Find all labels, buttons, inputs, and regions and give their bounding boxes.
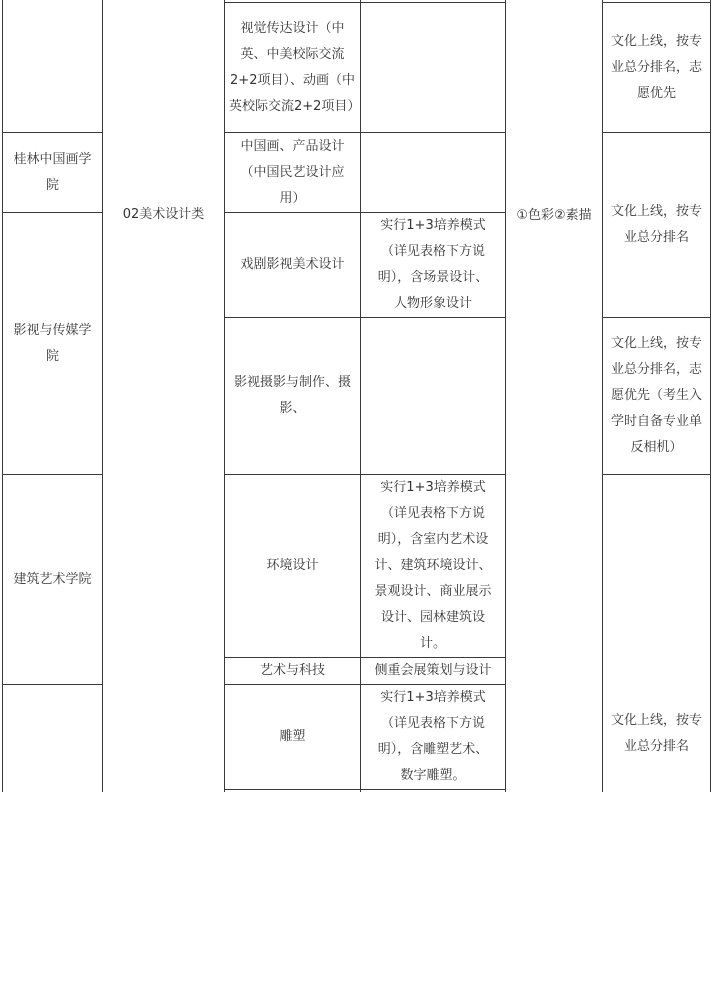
note-cell-drama — [361, 213, 505, 317]
admission-rule: 文化上线，按专业总分排名 — [610, 712, 702, 754]
major-cell-environment — [225, 475, 360, 657]
major-note: 实行1+3培养模式（详见表格下方说明），含雕塑艺术、数字雕塑。 — [377, 690, 489, 783]
major-note: 实行1+3培养模式（详见表格下方说明），含场景设计、人物形象设计 — [377, 218, 489, 311]
admission-cell-visual — [603, 3, 710, 132]
admission-rule: 文化上线，按专业总分排名，志愿优先 — [610, 33, 702, 101]
col-line-7 — [710, 0, 711, 792]
college-name: 建筑艺术学院 — [13, 571, 92, 587]
note-cell-art-tech — [361, 658, 505, 684]
major-name: 艺术与科技 — [259, 663, 325, 678]
college-cell-film — [3, 213, 102, 474]
major-cell-chinese-painting — [225, 133, 360, 212]
admission-cell-chinese-painting-drama — [603, 133, 710, 317]
college-name: 桂林中国画学院 — [13, 151, 92, 193]
col-line-5 — [505, 0, 506, 792]
major-note: 实行1+3培养模式（详见表格下方说明），含室内艺术设计、建筑环境设计、景观设计、商业展示设计、园林建筑设计。 — [374, 480, 492, 651]
college-cell-architecture — [3, 475, 102, 684]
major-name: 雕塑 — [279, 729, 306, 744]
major-cell-photography — [225, 318, 360, 474]
exam-subject-cell — [506, 190, 602, 242]
admission-cell-photography — [603, 318, 710, 474]
major-name: 中国画、产品设计（中国民艺设计应用） — [240, 138, 345, 206]
major-note: 侧重会展策划与设计 — [374, 663, 492, 678]
note-cell-environment — [361, 475, 505, 657]
category-cell — [103, 0, 224, 430]
major-cell-drama — [225, 213, 360, 317]
major-name: 环境设计 — [266, 558, 319, 573]
row-line — [2, 684, 103, 685]
admission-rule: 文化上线，按专业总分排名，志愿优先（考生入学时自备专业单反相机） — [610, 336, 702, 455]
college-name: 影视与传媒学院 — [13, 322, 92, 364]
major-name: 戏剧影视美术设计 — [240, 257, 345, 272]
exam-subjects: ①色彩②素描 — [516, 208, 592, 223]
major-cell-visual — [225, 3, 360, 132]
college-cell-guilin — [3, 133, 102, 212]
row-line — [224, 789, 506, 790]
admission-cell-sculpture — [603, 475, 710, 992]
major-cell-sculpture — [225, 685, 360, 789]
admission-rule: 文化上线，按专业总分排名 — [610, 204, 702, 245]
category-label: 02美术设计类 — [122, 207, 205, 222]
note-cell-sculpture — [361, 685, 505, 789]
major-name: 视觉传达设计（中英、中美校际交流2+2项目）、动画（中英校际交流2+2项目） — [229, 20, 361, 114]
major-name: 影视摄影与制作、摄影、 — [233, 375, 351, 416]
major-cell-art-tech — [225, 658, 360, 684]
